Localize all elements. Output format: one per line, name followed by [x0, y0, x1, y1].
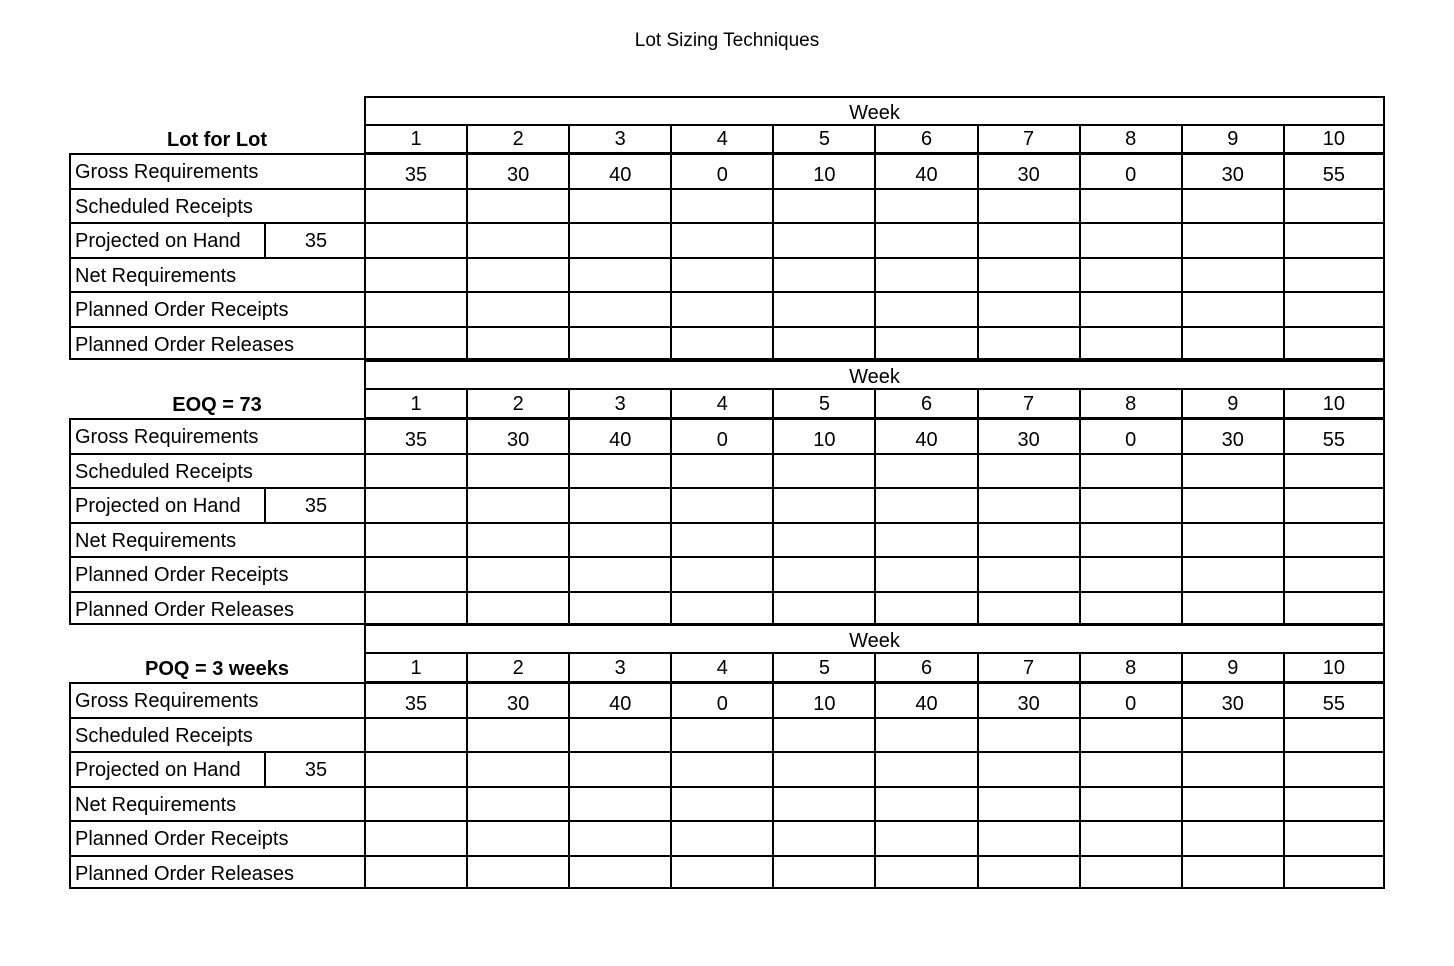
week-value-cell[interactable] — [670, 487, 772, 522]
row-label — [69, 418, 364, 453]
week-value-cell[interactable] — [670, 326, 772, 361]
week-value-cell[interactable] — [977, 522, 1079, 557]
week-value-cell[interactable] — [772, 453, 874, 488]
week-value-cell[interactable] — [568, 326, 670, 361]
mrp-row — [69, 487, 1385, 522]
week-number-row — [364, 124, 1385, 154]
week-value-cell[interactable]: 10 — [772, 418, 874, 453]
row-label-text: Planned Order Releases — [75, 862, 295, 885]
row-label — [69, 522, 364, 557]
week-number-cell: 6 — [874, 389, 976, 419]
row-label-text: Projected on Hand — [75, 230, 241, 252]
mrp-row — [69, 751, 1385, 786]
week-value-cell[interactable] — [364, 257, 466, 292]
week-value-cell[interactable] — [977, 820, 1079, 855]
row-label — [69, 591, 364, 626]
week-value-cell[interactable] — [466, 591, 568, 626]
week-value-cell[interactable] — [670, 591, 772, 626]
week-value-cell[interactable] — [568, 222, 670, 257]
week-value-cell[interactable] — [772, 188, 874, 223]
week-value-cell[interactable] — [1283, 717, 1385, 752]
week-value-cell[interactable] — [1079, 556, 1181, 591]
week-value-cell[interactable] — [772, 291, 874, 326]
row-label — [69, 153, 364, 188]
week-number-cell: 2 — [466, 124, 568, 154]
row-label — [69, 291, 364, 326]
week-value-cell[interactable] — [670, 717, 772, 752]
row-label-text: Projected on Hand — [75, 759, 241, 781]
week-value-cell[interactable] — [568, 751, 670, 786]
mrp-row — [69, 453, 1385, 488]
week-value-cell[interactable] — [466, 291, 568, 326]
mrp-row — [69, 326, 1385, 361]
week-number-cell: 10 — [1283, 653, 1385, 683]
week-value-cell[interactable] — [977, 188, 1079, 223]
week-value-cell[interactable] — [1079, 855, 1181, 890]
week-value-cell[interactable] — [364, 717, 466, 752]
week-value-cell[interactable] — [568, 591, 670, 626]
week-value-cell[interactable] — [1079, 291, 1181, 326]
technique-label: Lot for Lot — [167, 129, 267, 151]
week-number-cell: 6 — [874, 653, 976, 683]
mrp-row — [69, 717, 1385, 752]
week-value-cell[interactable] — [364, 326, 466, 361]
mrp-row — [69, 556, 1385, 591]
week-value-cell[interactable] — [670, 222, 772, 257]
week-value-cell[interactable] — [466, 188, 568, 223]
week-value-cell[interactable] — [1283, 522, 1385, 557]
week-value-cell[interactable]: 0 — [670, 682, 772, 717]
week-number-cell: 2 — [466, 389, 568, 419]
week-number-cell: 8 — [1079, 389, 1181, 419]
row-label-text: Net Requirements — [75, 529, 237, 552]
week-value-cell[interactable] — [1283, 453, 1385, 488]
mrp-row — [69, 257, 1385, 292]
week-value-cell[interactable] — [568, 820, 670, 855]
week-value-cell[interactable]: 0 — [1079, 682, 1181, 717]
week-value-cell[interactable] — [1283, 591, 1385, 626]
week-value-cell[interactable] — [874, 326, 976, 361]
week-value-cell[interactable] — [568, 717, 670, 752]
week-value-cell[interactable] — [1079, 222, 1181, 257]
row-label — [69, 556, 364, 591]
week-value-cell[interactable] — [1079, 257, 1181, 292]
week-value-cell[interactable] — [1181, 522, 1283, 557]
week-value-cell[interactable] — [670, 522, 772, 557]
week-number-cell: 1 — [364, 389, 466, 419]
week-value-cell[interactable]: 55 — [1283, 682, 1385, 717]
mrp-row — [69, 682, 1385, 717]
week-value-cell[interactable] — [977, 326, 1079, 361]
week-value-cell[interactable] — [364, 522, 466, 557]
week-value-cell[interactable] — [1079, 487, 1181, 522]
week-value-cell[interactable]: 10 — [772, 682, 874, 717]
week-value-cell[interactable] — [1181, 291, 1283, 326]
week-value-cell[interactable] — [874, 487, 976, 522]
mrp-row — [69, 522, 1385, 557]
mrp-row — [69, 418, 1385, 453]
week-value-cell[interactable] — [1181, 257, 1283, 292]
week-value-cell[interactable] — [1079, 591, 1181, 626]
week-value-cell[interactable] — [568, 453, 670, 488]
week-value-cell[interactable] — [466, 717, 568, 752]
row-label-text: Planned Order Releases — [75, 333, 295, 356]
row-label-text: Net Requirements — [75, 264, 237, 287]
mrp-grid — [69, 418, 1385, 625]
row-label-text: Planned Order Receipts — [75, 299, 289, 321]
row-label — [69, 257, 364, 292]
week-value-cell[interactable] — [364, 591, 466, 626]
week-value-cell[interactable]: 30 — [466, 418, 568, 453]
week-value-cell[interactable]: 30 — [1181, 153, 1283, 188]
week-value-cell[interactable] — [466, 487, 568, 522]
row-label-text: Net Requirements — [75, 793, 237, 816]
week-value-cell[interactable] — [364, 291, 466, 326]
row-label — [69, 453, 364, 488]
week-value-cell[interactable] — [1283, 556, 1385, 591]
week-value-cell[interactable] — [364, 487, 466, 522]
week-value-cell[interactable] — [772, 522, 874, 557]
week-value-cell[interactable] — [874, 291, 976, 326]
week-value-cell[interactable] — [977, 717, 1079, 752]
row-label-text: Scheduled Receipts — [75, 195, 253, 218]
mrp-row — [69, 188, 1385, 223]
week-value-cell[interactable] — [977, 291, 1079, 326]
week-value-cell[interactable]: 35 — [364, 682, 466, 717]
row-label-text: Gross Requirements — [75, 161, 259, 183]
week-value-cell[interactable] — [466, 855, 568, 890]
week-number-cell: 10 — [1283, 389, 1385, 419]
week-value-cell[interactable] — [1283, 786, 1385, 821]
week-value-cell[interactable]: 0 — [670, 153, 772, 188]
week-number-cell: 4 — [670, 389, 772, 419]
week-value-cell[interactable] — [364, 556, 466, 591]
week-value-cell[interactable] — [1283, 751, 1385, 786]
week-value-cell[interactable] — [1181, 855, 1283, 890]
initial-on-hand-cell[interactable]: 35 — [264, 224, 366, 257]
week-value-cell[interactable] — [670, 786, 772, 821]
week-number-cell: 4 — [670, 124, 772, 154]
week-value-cell[interactable] — [1079, 717, 1181, 752]
week-value-cell[interactable] — [466, 326, 568, 361]
week-number-row — [364, 389, 1385, 419]
week-value-cell[interactable] — [568, 257, 670, 292]
row-label-text: Planned Order Receipts — [75, 564, 289, 586]
week-value-cell[interactable] — [1079, 326, 1181, 361]
technique-label: POQ = 3 weeks — [145, 658, 289, 680]
week-value-cell[interactable] — [1283, 188, 1385, 223]
row-label — [69, 786, 364, 821]
week-value-cell[interactable] — [670, 855, 772, 890]
mrp-grid — [69, 153, 1385, 360]
week-value-cell[interactable]: 35 — [364, 153, 466, 188]
week-value-cell[interactable] — [772, 257, 874, 292]
week-number-cell: 8 — [1079, 653, 1181, 683]
week-value-cell[interactable] — [364, 855, 466, 890]
week-value-cell[interactable]: 55 — [1283, 418, 1385, 453]
mrp-row — [69, 855, 1385, 890]
week-value-cell[interactable] — [772, 786, 874, 821]
week-value-cell[interactable] — [670, 820, 772, 855]
week-number-cell: 3 — [568, 653, 670, 683]
week-value-cell[interactable] — [466, 257, 568, 292]
week-value-cell[interactable]: 30 — [466, 682, 568, 717]
week-value-cell[interactable] — [1181, 453, 1283, 488]
week-value-cell[interactable] — [670, 751, 772, 786]
mrp-row — [69, 222, 1385, 257]
week-value-cell[interactable]: 0 — [1079, 153, 1181, 188]
week-value-cell[interactable] — [874, 453, 976, 488]
week-value-cell[interactable] — [364, 820, 466, 855]
week-value-cell[interactable]: 35 — [364, 418, 466, 453]
week-value-cell[interactable]: 0 — [670, 418, 772, 453]
mrp-row — [69, 786, 1385, 821]
week-value-cell[interactable]: 40 — [568, 418, 670, 453]
week-value-cell[interactable] — [466, 453, 568, 488]
week-value-cell[interactable] — [977, 751, 1079, 786]
week-value-cell[interactable] — [670, 556, 772, 591]
week-value-cell[interactable] — [670, 453, 772, 488]
week-value-cell[interactable] — [1079, 522, 1181, 557]
row-label-text: Scheduled Receipts — [75, 724, 253, 747]
week-value-cell[interactable] — [874, 855, 976, 890]
week-value-cell[interactable] — [977, 556, 1079, 591]
week-value-cell[interactable] — [568, 855, 670, 890]
week-value-cell[interactable] — [466, 522, 568, 557]
mrp-row — [69, 153, 1385, 188]
row-label-text: Gross Requirements — [75, 426, 259, 448]
week-header: Week — [364, 624, 1385, 654]
week-number-cell: 10 — [1283, 124, 1385, 154]
week-value-cell[interactable] — [1181, 820, 1283, 855]
mrp-row — [69, 820, 1385, 855]
week-number-cell: 9 — [1181, 389, 1283, 419]
week-number-row — [364, 653, 1385, 683]
week-value-cell[interactable] — [568, 522, 670, 557]
week-value-cell[interactable] — [568, 487, 670, 522]
week-value-cell[interactable]: 30 — [977, 153, 1079, 188]
week-value-cell[interactable] — [1181, 487, 1283, 522]
week-value-cell[interactable] — [977, 222, 1079, 257]
initial-on-hand-cell[interactable]: 35 — [264, 753, 366, 786]
mrp-row — [69, 591, 1385, 626]
week-value-cell[interactable] — [977, 786, 1079, 821]
week-value-cell[interactable] — [364, 751, 466, 786]
week-value-cell[interactable] — [670, 257, 772, 292]
week-value-cell[interactable] — [1079, 751, 1181, 786]
row-label — [69, 820, 364, 855]
week-value-cell[interactable]: 55 — [1283, 153, 1385, 188]
week-number-cell: 6 — [874, 124, 976, 154]
week-value-cell[interactable]: 30 — [977, 682, 1079, 717]
week-value-cell[interactable]: 10 — [772, 153, 874, 188]
week-value-cell[interactable]: 30 — [1181, 418, 1283, 453]
week-number-cell: 1 — [364, 653, 466, 683]
week-value-cell[interactable] — [364, 786, 466, 821]
week-value-cell[interactable]: 40 — [874, 682, 976, 717]
week-value-cell[interactable] — [1181, 556, 1283, 591]
mrp-grid — [69, 682, 1385, 889]
week-value-cell[interactable] — [1283, 257, 1385, 292]
week-value-cell[interactable] — [772, 222, 874, 257]
week-number-cell: 5 — [772, 389, 874, 419]
week-value-cell[interactable]: 30 — [977, 418, 1079, 453]
week-value-cell[interactable] — [772, 820, 874, 855]
week-value-cell[interactable] — [1181, 717, 1283, 752]
week-number-cell: 5 — [772, 124, 874, 154]
week-value-cell[interactable] — [1283, 291, 1385, 326]
week-value-cell[interactable] — [568, 188, 670, 223]
week-value-cell[interactable]: 0 — [1079, 418, 1181, 453]
week-value-cell[interactable] — [874, 257, 976, 292]
week-value-cell[interactable] — [772, 855, 874, 890]
week-header: Week — [364, 96, 1385, 126]
week-number-cell: 8 — [1079, 124, 1181, 154]
week-value-cell[interactable] — [1079, 188, 1181, 223]
week-value-cell[interactable] — [466, 820, 568, 855]
week-value-cell[interactable] — [977, 591, 1079, 626]
week-value-cell[interactable] — [874, 751, 976, 786]
week-value-cell[interactable] — [874, 522, 976, 557]
week-value-cell[interactable] — [874, 556, 976, 591]
week-value-cell[interactable] — [874, 591, 976, 626]
week-value-cell[interactable] — [1181, 188, 1283, 223]
row-label-text: Gross Requirements — [75, 690, 259, 712]
week-number-cell: 3 — [568, 389, 670, 419]
week-value-cell[interactable] — [670, 291, 772, 326]
week-number-cell: 7 — [977, 389, 1079, 419]
week-value-cell[interactable] — [1283, 855, 1385, 890]
row-label — [69, 751, 364, 786]
technique-label: EOQ = 73 — [172, 394, 262, 416]
row-label-text: Planned Order Releases — [75, 598, 295, 621]
week-value-cell[interactable] — [1079, 820, 1181, 855]
week-value-cell[interactable] — [977, 453, 1079, 488]
row-label-text: Planned Order Receipts — [75, 828, 289, 850]
week-value-cell[interactable] — [874, 820, 976, 855]
week-value-cell[interactable] — [1181, 751, 1283, 786]
week-value-cell[interactable]: 40 — [874, 153, 976, 188]
week-value-cell[interactable] — [1283, 487, 1385, 522]
week-value-cell[interactable] — [466, 786, 568, 821]
week-value-cell[interactable] — [1079, 453, 1181, 488]
week-number-cell: 5 — [772, 653, 874, 683]
week-number-cell: 1 — [364, 124, 466, 154]
week-value-cell[interactable] — [1181, 786, 1283, 821]
week-number-cell: 7 — [977, 124, 1079, 154]
week-number-cell: 9 — [1181, 653, 1283, 683]
week-value-cell[interactable] — [1181, 326, 1283, 361]
week-value-cell[interactable] — [466, 751, 568, 786]
week-number-cell: 3 — [568, 124, 670, 154]
row-label — [69, 855, 364, 890]
week-value-cell[interactable] — [874, 786, 976, 821]
initial-on-hand-cell[interactable]: 35 — [264, 489, 366, 522]
week-value-cell[interactable]: 40 — [874, 418, 976, 453]
week-value-cell[interactable] — [466, 556, 568, 591]
week-value-cell[interactable] — [977, 487, 1079, 522]
row-label — [69, 188, 364, 223]
week-value-cell[interactable] — [568, 291, 670, 326]
row-label — [69, 222, 364, 257]
week-header: Week — [364, 360, 1385, 390]
row-label — [69, 682, 364, 717]
week-value-cell[interactable]: 30 — [1181, 682, 1283, 717]
week-number-cell: 9 — [1181, 124, 1283, 154]
week-value-cell[interactable] — [772, 751, 874, 786]
week-number-cell: 2 — [466, 653, 568, 683]
week-value-cell[interactable] — [977, 257, 1079, 292]
row-label — [69, 717, 364, 752]
week-value-cell[interactable] — [874, 222, 976, 257]
week-value-cell[interactable]: 40 — [568, 153, 670, 188]
week-value-cell[interactable] — [1283, 326, 1385, 361]
week-value-cell[interactable] — [568, 556, 670, 591]
week-value-cell[interactable] — [874, 188, 976, 223]
row-label-text: Scheduled Receipts — [75, 460, 253, 483]
row-label — [69, 326, 364, 361]
page-title: Lot Sizing Techniques — [634, 30, 820, 51]
mrp-row — [69, 291, 1385, 326]
week-value-cell[interactable] — [364, 222, 466, 257]
week-value-cell[interactable] — [772, 717, 874, 752]
week-number-cell: 4 — [670, 653, 772, 683]
week-value-cell[interactable] — [670, 188, 772, 223]
week-value-cell[interactable] — [1283, 222, 1385, 257]
row-label-text: Projected on Hand — [75, 495, 241, 517]
week-value-cell[interactable] — [1181, 591, 1283, 626]
week-value-cell[interactable] — [874, 717, 976, 752]
week-value-cell[interactable] — [772, 487, 874, 522]
week-number-cell: 7 — [977, 653, 1079, 683]
week-value-cell[interactable] — [1283, 820, 1385, 855]
week-value-cell[interactable] — [1181, 222, 1283, 257]
week-value-cell[interactable] — [466, 222, 568, 257]
week-value-cell[interactable] — [1079, 786, 1181, 821]
week-value-cell[interactable]: 30 — [466, 153, 568, 188]
row-label — [69, 487, 364, 522]
week-value-cell[interactable] — [364, 188, 466, 223]
week-value-cell[interactable]: 40 — [568, 682, 670, 717]
week-value-cell[interactable] — [977, 855, 1079, 890]
week-value-cell[interactable] — [772, 326, 874, 361]
week-value-cell[interactable] — [568, 786, 670, 821]
week-value-cell[interactable] — [772, 556, 874, 591]
week-value-cell[interactable] — [772, 591, 874, 626]
week-value-cell[interactable] — [364, 453, 466, 488]
